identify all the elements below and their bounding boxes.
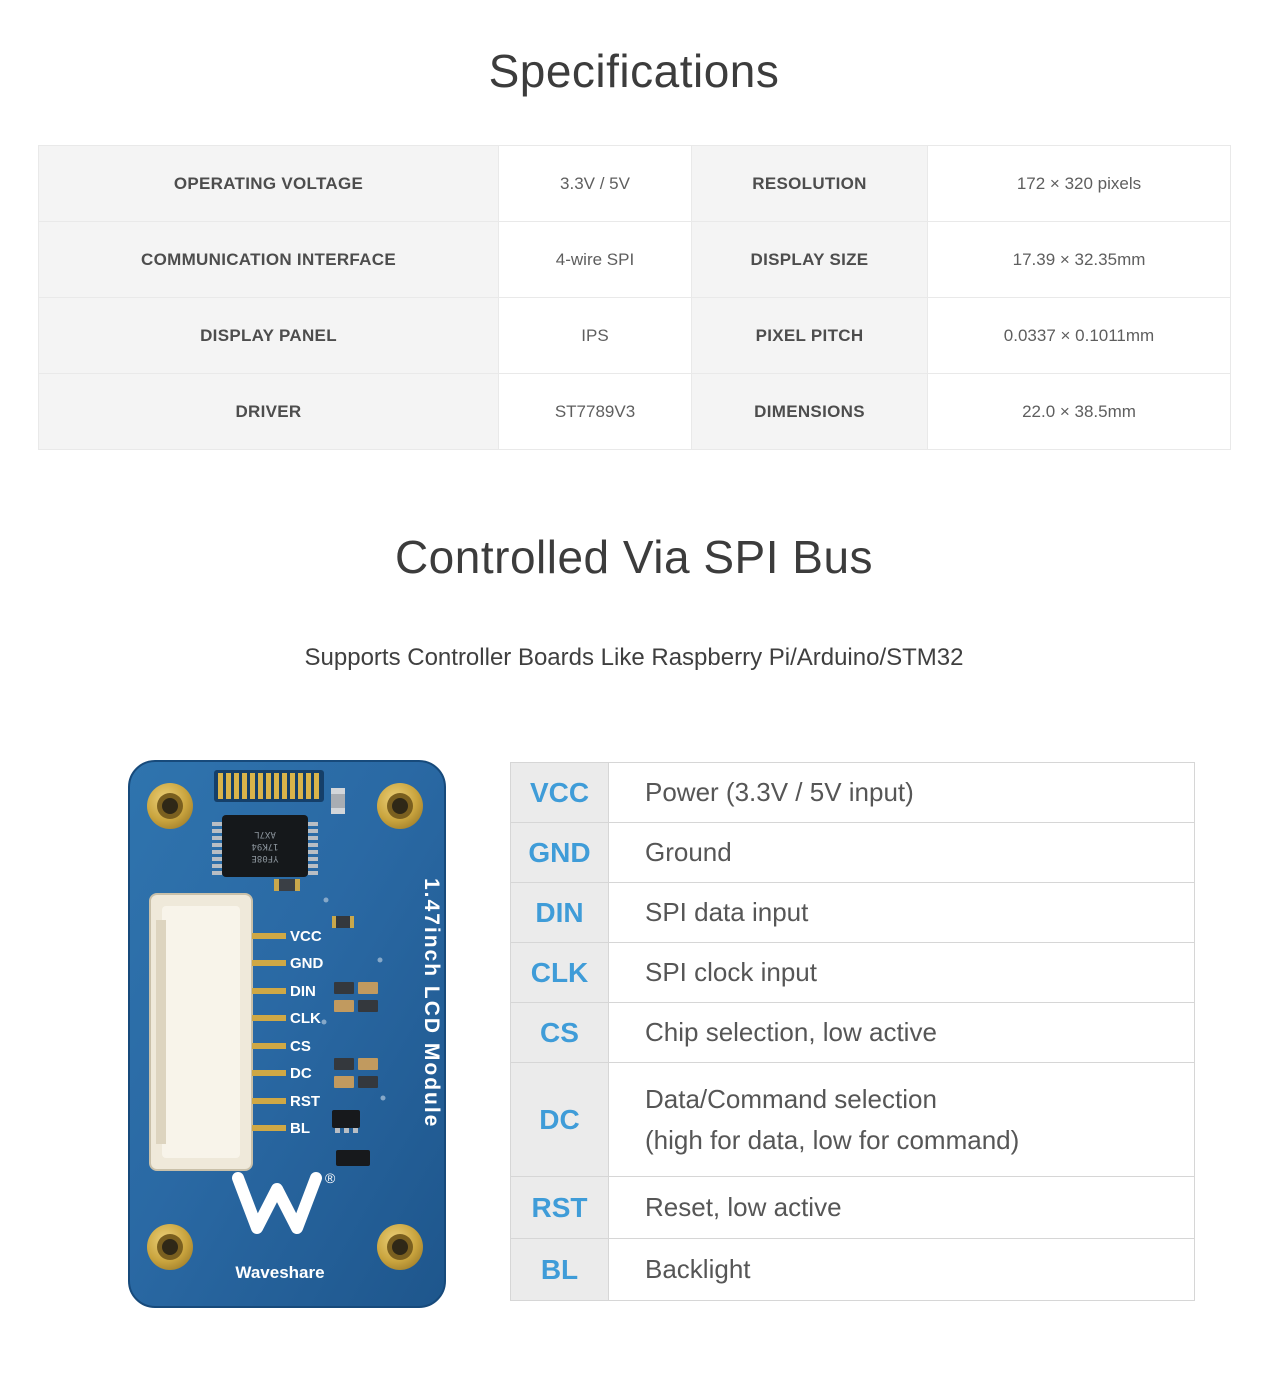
specifications-title: Specifications bbox=[488, 45, 780, 97]
pin-name: VCC bbox=[511, 763, 609, 823]
pin-name: CS bbox=[511, 1003, 609, 1063]
board-pin-label: DC bbox=[290, 1065, 312, 1082]
board-pin-label: DIN bbox=[290, 983, 316, 1000]
spec-label: RESOLUTION bbox=[692, 146, 928, 222]
pin-row bbox=[511, 883, 1195, 943]
ic-chip bbox=[212, 815, 318, 877]
capacitor bbox=[331, 788, 345, 814]
top-header-pins bbox=[214, 770, 324, 802]
spi-section-title: Controlled Via SPI Bus bbox=[394, 531, 874, 583]
spec-row bbox=[39, 222, 1231, 298]
pin-description: Backlight bbox=[609, 1239, 1195, 1301]
registered-mark: ® bbox=[325, 1170, 336, 1186]
pin-description: Ground bbox=[609, 823, 1195, 883]
spec-value: 22.0 × 38.5mm bbox=[928, 374, 1231, 450]
pin-row bbox=[511, 943, 1195, 1003]
pin-description bbox=[609, 1063, 1195, 1177]
spec-label: DRIVER bbox=[39, 374, 499, 450]
pin-description: SPI clock input bbox=[609, 943, 1195, 1003]
chip-marking: YF08E bbox=[251, 853, 279, 863]
pin-description: SPI data input bbox=[609, 883, 1195, 943]
pin-row bbox=[511, 1063, 1195, 1177]
spec-value: ST7789V3 bbox=[499, 374, 692, 450]
jst-connector bbox=[150, 894, 252, 1170]
spec-label: COMMUNICATION INTERFACE bbox=[39, 222, 499, 298]
spec-row bbox=[39, 298, 1231, 374]
board-pin-label: BL bbox=[290, 1120, 310, 1137]
chip-marking: 17K94 bbox=[251, 841, 279, 851]
spec-label: DIMENSIONS bbox=[692, 374, 928, 450]
spec-label: DISPLAY PANEL bbox=[39, 298, 499, 374]
pin-description: Power (3.3V / 5V input) bbox=[609, 763, 1195, 823]
pin-row bbox=[511, 823, 1195, 883]
spec-value: 4-wire SPI bbox=[499, 222, 692, 298]
spec-value: 0.0337 × 0.1011mm bbox=[928, 298, 1231, 374]
brand-name-label: Waveshare bbox=[235, 1263, 325, 1282]
pin-row bbox=[511, 1177, 1195, 1239]
module-name-label: 1.47inch LCD Module bbox=[420, 878, 443, 1129]
board-pin-label: CS bbox=[290, 1038, 311, 1055]
spec-label: PIXEL PITCH bbox=[692, 298, 928, 374]
chip-marking: AX7L bbox=[254, 829, 276, 839]
pin-row bbox=[511, 1239, 1195, 1301]
board-pin-label: CLK bbox=[290, 1010, 321, 1027]
pin-name: GND bbox=[511, 823, 609, 883]
spec-value: 17.39 × 32.35mm bbox=[928, 222, 1231, 298]
board-pin-label: VCC bbox=[290, 928, 322, 945]
pin-row bbox=[511, 763, 1195, 823]
spec-value: IPS bbox=[499, 298, 692, 374]
board-pin-label: GND bbox=[290, 955, 324, 972]
spec-value: 172 × 320 pixels bbox=[928, 146, 1231, 222]
spec-label: DISPLAY SIZE bbox=[692, 222, 928, 298]
spec-row bbox=[39, 374, 1231, 450]
product-board-image bbox=[128, 760, 446, 1308]
spec-value: 3.3V / 5V bbox=[499, 146, 692, 222]
pin-description-line: (high for data, low for command) bbox=[645, 1124, 1020, 1155]
pin-description: Reset, low active bbox=[609, 1177, 1195, 1239]
spec-label: OPERATING VOLTAGE bbox=[39, 146, 499, 222]
pin-name: CLK bbox=[511, 943, 609, 1003]
pin-definition-table bbox=[510, 762, 1195, 1301]
pin-name: BL bbox=[511, 1239, 609, 1301]
pin-row bbox=[511, 1003, 1195, 1063]
pcb-board-illustration bbox=[128, 760, 446, 1308]
pin-name: RST bbox=[511, 1177, 609, 1239]
specifications-table bbox=[38, 145, 1231, 450]
spi-section-subtitle: Supports Controller Boards Like Raspberry Pi/Arduino/STM32 bbox=[304, 644, 964, 671]
board-pin-label: RST bbox=[290, 1093, 320, 1110]
pin-name: DC bbox=[511, 1063, 609, 1177]
pin-name: DIN bbox=[511, 883, 609, 943]
spec-row bbox=[39, 146, 1231, 222]
pin-description: Chip selection, low active bbox=[609, 1003, 1195, 1063]
pin-description-line: Data/Command selection bbox=[645, 1084, 937, 1115]
